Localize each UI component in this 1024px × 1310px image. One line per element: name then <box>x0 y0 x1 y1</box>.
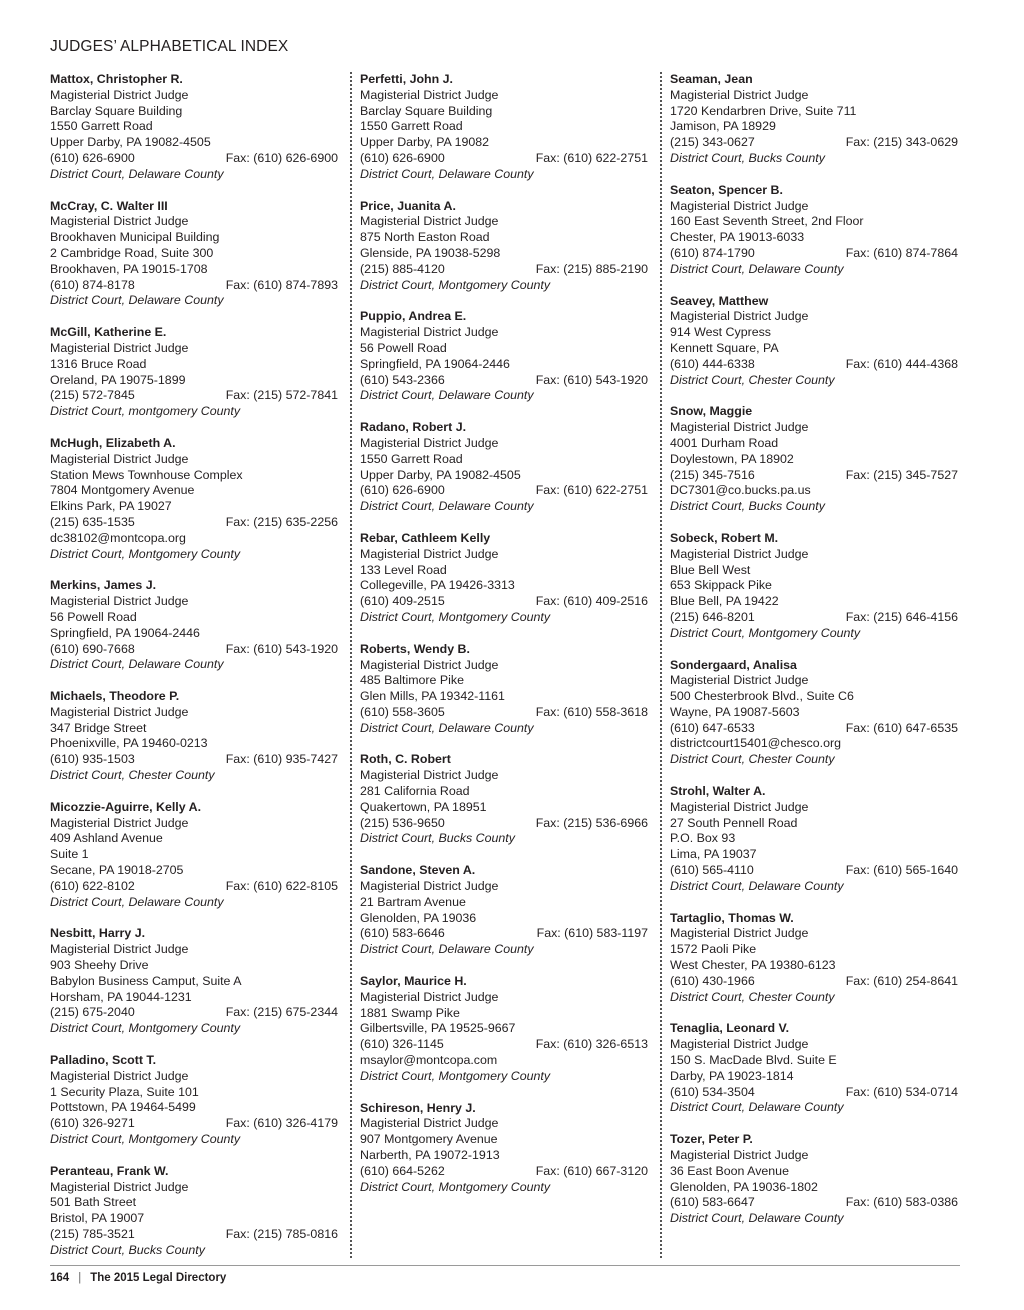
fax-number: Fax: (610) 583-1197 <box>536 926 648 941</box>
address-line: 1881 Swamp Pike <box>360 1005 460 1020</box>
address-line: 133 Level Road <box>360 562 447 577</box>
address-line: 409 Ashland Avenue <box>50 831 163 846</box>
footer-rule <box>50 1265 960 1266</box>
address-line: 281 California Road <box>360 784 470 799</box>
court-name: District Court, Montgomery County <box>50 1132 241 1147</box>
address-line: West Chester, PA 19380-6123 <box>670 958 836 973</box>
phone-number: (610) 444-6338 <box>670 356 755 371</box>
judge-title: Magisterial District Judge <box>50 340 189 355</box>
address-line: 7804 Montgomery Avenue <box>50 483 195 498</box>
address-line: 1 Security Plaza, Suite 101 <box>50 1084 199 1099</box>
fax-number: Fax: (610) 626-6900 <box>225 150 338 165</box>
contact-row <box>50 752 338 768</box>
judge-name: Tozer, Peter P. <box>670 1132 753 1147</box>
court-name: District Court, Chester County <box>670 752 835 767</box>
address-line: Upper Darby, PA 19082 <box>360 135 490 150</box>
address-line: 21 Bartram Avenue <box>360 894 466 909</box>
address-line: Gilbertsville, PA 19525-9667 <box>360 1021 516 1036</box>
court-name: District Court, Delaware County <box>360 166 534 181</box>
fax-number: Fax: (610) 444-4368 <box>845 356 958 371</box>
address-line: Glen Mills, PA 19342-1161 <box>360 689 505 704</box>
address-line: 2 Cambridge Road, Suite 300 <box>50 245 214 260</box>
phone-number: (610) 874-8178 <box>50 277 135 292</box>
address-line: Brookhaven Municipal Building <box>50 230 220 245</box>
judge-entry <box>670 294 958 389</box>
address-line: P.O. Box 93 <box>670 831 736 846</box>
phone-number: (610) 558-3605 <box>360 704 445 719</box>
judge-title: Magisterial District Judge <box>360 1116 499 1131</box>
contact-row <box>360 816 648 832</box>
contact-row <box>50 1005 338 1021</box>
judge-title: Magisterial District Judge <box>670 87 809 102</box>
judge-title: Magisterial District Judge <box>670 198 809 213</box>
judge-entry <box>360 420 648 515</box>
address-line: Wayne, PA 19087-5603 <box>670 704 800 719</box>
address-line: 1720 Kendarbren Drive, Suite 711 <box>670 103 857 118</box>
judge-entry <box>670 404 958 515</box>
phone-number: (215) 785-3521 <box>50 1227 135 1241</box>
judge-entry <box>360 531 648 626</box>
address-line: 27 South Pennell Road <box>670 815 798 830</box>
judge-name: Sondergaard, Analisa <box>670 657 797 672</box>
contact-row <box>360 594 648 610</box>
judge-title: Magisterial District Judge <box>360 325 499 340</box>
address-line: 347 Bridge Street <box>50 720 147 735</box>
court-name: District Court, Delaware County <box>670 1100 844 1115</box>
contact-row <box>670 468 958 484</box>
address-line: 875 North Easton Road <box>360 230 490 245</box>
phone-number: (215) 885-4120 <box>360 261 445 276</box>
address-line: Pottstown, PA 19464-5499 <box>50 1100 196 1115</box>
fax-number: Fax: (610) 583-0386 <box>845 1195 958 1210</box>
fax-number: Fax: (610) 543-1920 <box>225 641 338 656</box>
publication-title: The 2015 Legal Directory <box>90 1272 227 1284</box>
fax-number: Fax: (215) 572-7841 <box>225 388 338 403</box>
address-line: Lima, PA 19037 <box>670 847 757 862</box>
judge-entry <box>360 199 648 294</box>
fax-number: Fax: (610) 558-3618 <box>535 704 648 719</box>
judge-title: Magisterial District Judge <box>360 657 499 672</box>
contact-row <box>50 515 338 531</box>
phone-number: (610) 326-9271 <box>50 1116 135 1131</box>
judge-entry <box>50 1164 338 1259</box>
judge-name: Rebar, Cathleem Kelly <box>360 530 491 545</box>
fax-number: Fax: (610) 254-8641 <box>845 973 958 988</box>
address-line: Barclay Square Building <box>360 103 493 118</box>
judge-name: Saylor, Maurice H. <box>360 974 467 989</box>
address-line: Chester, PA 19013-6033 <box>670 230 805 245</box>
contact-row <box>50 1227 338 1243</box>
judge-name: Merkins, James J. <box>50 578 157 593</box>
court-name: District Court, Montgomery County <box>360 277 551 292</box>
contact-row <box>50 278 338 294</box>
judge-title: Magisterial District Judge <box>670 1148 809 1163</box>
judge-title: Magisterial District Judge <box>360 768 499 783</box>
judge-entry <box>670 72 958 167</box>
email-address: dc38102@montcopa.org <box>50 530 186 545</box>
fax-number: Fax: (215) 885-2190 <box>535 261 648 276</box>
address-line: Horsham, PA 19044-1231 <box>50 989 192 1004</box>
judge-title: Magisterial District Judge <box>50 815 189 830</box>
judge-title: Magisterial District Judge <box>670 926 809 941</box>
address-line: 56 Powell Road <box>360 340 447 355</box>
judge-name: Michaels, Theodore P. <box>50 689 180 704</box>
judge-name: Mattox, Christopher R. <box>50 72 183 86</box>
page-footer <box>50 1272 226 1284</box>
phone-number: (610) 543-2366 <box>360 372 445 387</box>
judge-entry <box>50 800 338 911</box>
email-address: DC7301@co.bucks.pa.us <box>670 483 811 498</box>
contact-row <box>360 483 648 499</box>
phone-number: (610) 690-7668 <box>50 641 135 656</box>
phone-number: (610) 626-6900 <box>50 150 135 165</box>
fax-number: Fax: (610) 534-0714 <box>845 1084 958 1099</box>
judge-entry <box>360 1101 648 1196</box>
contact-row <box>360 926 648 942</box>
judge-entry <box>50 325 338 420</box>
address-line: Glenolden, PA 19036 <box>360 910 477 925</box>
address-line: Springfield, PA 19064-2446 <box>360 356 510 371</box>
judge-name: Micozzie-Aguirre, Kelly A. <box>50 799 202 814</box>
address-line: Upper Darby, PA 19082-4505 <box>360 467 521 482</box>
address-line: 914 West Cypress <box>670 325 772 340</box>
phone-number: (610) 326-1145 <box>360 1037 444 1052</box>
judge-title: Magisterial District Judge <box>50 1068 189 1083</box>
judge-name: Peranteau, Frank W. <box>50 1163 169 1178</box>
judge-entry <box>50 578 338 673</box>
judge-name: Price, Juanita A. <box>360 198 456 213</box>
court-name: District Court, Montgomery County <box>360 609 551 624</box>
fax-number: Fax: (610) 622-2751 <box>535 483 648 498</box>
address-line: Barclay Square Building <box>50 103 183 118</box>
contact-row <box>50 388 338 404</box>
phone-number: (610) 626-6900 <box>360 483 445 498</box>
judge-entry <box>360 72 648 183</box>
page-number: 164 <box>50 1272 70 1284</box>
judge-name: McHugh, Elizabeth A. <box>50 435 176 450</box>
court-name: District Court, Delaware County <box>50 657 224 672</box>
email-address: msaylor@montcopa.com <box>360 1053 498 1068</box>
address-line: Glenside, PA 19038-5298 <box>360 245 501 260</box>
judge-entry <box>50 689 338 784</box>
address-line: Darby, PA 19023-1814 <box>670 1068 794 1083</box>
address-line: 500 Chesterbrook Blvd., Suite C6 <box>670 689 854 704</box>
address-line: 56 Powell Road <box>50 609 137 624</box>
fax-number: Fax: (610) 326-4179 <box>225 1116 338 1131</box>
address-line: Bristol, PA 19007 <box>50 1211 145 1226</box>
address-line: Narberth, PA 19072-1913 <box>360 1148 500 1163</box>
judge-title: Magisterial District Judge <box>50 214 189 229</box>
phone-number: (610) 622-8102 <box>50 878 135 893</box>
judge-name: Snow, Maggie <box>670 404 753 419</box>
judge-name: Sobeck, Robert M. <box>670 530 779 545</box>
column-3 <box>670 72 958 1258</box>
contact-row <box>670 863 958 879</box>
address-line: Upper Darby, PA 19082-4505 <box>50 135 211 150</box>
fax-number: Fax: (215) 675-2344 <box>225 1005 338 1020</box>
address-line: 1550 Garrett Road <box>360 451 463 466</box>
judge-title: Magisterial District Judge <box>670 309 809 324</box>
contact-row <box>670 1195 958 1211</box>
fax-number: Fax: (610) 326-6513 <box>535 1037 648 1052</box>
contact-row <box>670 721 958 737</box>
address-line: Babylon Business Camput, Suite A <box>50 973 242 988</box>
address-line: Phoenixville, PA 19460-0213 <box>50 736 208 751</box>
fax-number: Fax: (610) 935-7427 <box>225 752 338 767</box>
address-line: Suite 1 <box>50 847 89 862</box>
phone-number: (610) 583-6647 <box>670 1195 755 1210</box>
court-name: District Court, Delaware County <box>360 720 534 735</box>
court-name: District Court, Delaware County <box>360 499 534 514</box>
address-line: Elkins Park, PA 19027 <box>50 499 172 514</box>
judge-title: Magisterial District Judge <box>670 673 809 688</box>
judge-name: Perfetti, John J. <box>360 72 453 86</box>
contact-row <box>360 1164 648 1180</box>
court-name: District Court, Montgomery County <box>360 1068 551 1083</box>
address-line: 653 Skippack Pike <box>670 578 772 593</box>
address-line: 485 Baltimore Pike <box>360 673 464 688</box>
contact-row <box>360 262 648 278</box>
contact-row <box>670 135 958 151</box>
court-name: District Court, Bucks County <box>50 1242 205 1257</box>
phone-number: (610) 409-2515 <box>360 594 445 609</box>
judge-title: Magisterial District Judge <box>670 799 809 814</box>
judge-name: Sandone, Steven A. <box>360 863 476 878</box>
address-line: 150 S. MacDade Blvd. Suite E <box>670 1053 837 1068</box>
fax-number: Fax: (610) 874-7893 <box>225 277 338 292</box>
judge-entry <box>360 863 648 958</box>
judge-title: Magisterial District Judge <box>50 942 189 957</box>
address-line: 907 Montgomery Avenue <box>360 1132 498 1147</box>
contact-row <box>360 151 648 167</box>
judge-name: Puppio, Andrea E. <box>360 309 467 324</box>
address-line: Blue Bell West <box>670 562 751 577</box>
judge-name: Seaman, Jean <box>670 72 753 86</box>
contact-row <box>50 151 338 167</box>
judge-entry <box>50 436 338 562</box>
phone-number: (215) 646-8201 <box>670 609 755 624</box>
court-name: District Court, Bucks County <box>360 831 515 846</box>
judge-name: Palladino, Scott T. <box>50 1053 157 1068</box>
judge-entry <box>670 658 958 769</box>
fax-number: Fax: (610) 647-6535 <box>845 720 958 735</box>
judge-name: Roberts, Wendy B. <box>360 641 470 656</box>
judge-entry <box>670 183 958 278</box>
court-name: District Court, Chester County <box>670 989 835 1004</box>
judge-name: Tenaglia, Leonard V. <box>670 1021 790 1036</box>
phone-number: (215) 635-1535 <box>50 514 135 529</box>
judge-entry <box>50 72 338 183</box>
contact-row <box>360 705 648 721</box>
phone-number: (610) 430-1966 <box>670 973 755 988</box>
address-line: 903 Sheehy Drive <box>50 958 149 973</box>
court-name: District Court, Delaware County <box>50 293 224 308</box>
judge-entry <box>670 1132 958 1227</box>
judge-entry <box>360 309 648 404</box>
judge-name: Schireson, Henry J. <box>360 1100 476 1115</box>
fax-number: Fax: (215) 536-6966 <box>535 815 648 830</box>
address-line: Doylestown, PA 18902 <box>670 451 794 466</box>
address-line: Blue Bell, PA 19422 <box>670 594 779 609</box>
contact-row <box>670 246 958 262</box>
contact-row <box>670 1085 958 1101</box>
judge-name: Tartaglio, Thomas W. <box>670 910 794 925</box>
fax-number: Fax: (610) 874-7864 <box>845 245 958 260</box>
judge-name: Radano, Robert J. <box>360 420 467 435</box>
court-name: District Court, Bucks County <box>670 150 825 165</box>
judge-title: Magisterial District Judge <box>360 214 499 229</box>
judge-title: Magisterial District Judge <box>360 879 499 894</box>
address-line: 160 East Seventh Street, 2nd Floor <box>670 214 864 229</box>
judge-title: Magisterial District Judge <box>50 1179 189 1194</box>
judge-entry <box>670 531 958 642</box>
judge-name: Seavey, Matthew <box>670 293 769 308</box>
column-1 <box>50 72 338 1258</box>
column-divider <box>660 72 662 1258</box>
fax-number: Fax: (215) 635-2256 <box>225 514 338 529</box>
judge-title: Magisterial District Judge <box>50 87 189 102</box>
contact-row <box>50 879 338 895</box>
court-name: District Court, Montgomery County <box>50 546 241 561</box>
judge-name: McGill, Katherine E. <box>50 325 167 340</box>
judges-index <box>50 72 958 1258</box>
judge-name: McCray, C. Walter III <box>50 198 168 213</box>
court-name: District Court, Montgomery County <box>670 625 861 640</box>
address-line: Collegeville, PA 19426-3313 <box>360 578 515 593</box>
fax-number: Fax: (610) 667-3120 <box>535 1163 648 1178</box>
address-line: Brookhaven, PA 19015-1708 <box>50 261 208 276</box>
contact-row <box>670 610 958 626</box>
phone-number: (215) 345-7516 <box>670 467 755 482</box>
address-line: 1316 Bruce Road <box>50 356 147 371</box>
judge-entry <box>360 752 648 847</box>
judge-title: Magisterial District Judge <box>50 451 189 466</box>
judge-title: Magisterial District Judge <box>360 87 499 102</box>
judge-entry <box>50 1053 338 1148</box>
fax-number: Fax: (610) 565-1640 <box>845 863 958 878</box>
email-address: districtcourt15401@chesco.org <box>670 736 841 751</box>
address-line: Jamison, PA 18929 <box>670 119 776 134</box>
address-line: 36 East Boon Avenue <box>670 1163 789 1178</box>
judge-entry <box>360 974 648 1085</box>
judge-entry <box>50 926 338 1037</box>
fax-number: Fax: (610) 409-2516 <box>535 594 648 609</box>
phone-number: (215) 675-2040 <box>50 1005 135 1020</box>
judge-title: Magisterial District Judge <box>360 435 499 450</box>
address-line: Springfield, PA 19064-2446 <box>50 625 200 640</box>
court-name: District Court, Montgomery County <box>50 1021 241 1036</box>
court-name: District Court, Chester County <box>50 768 215 783</box>
judge-entry <box>670 784 958 895</box>
address-line: Station Mews Townhouse Complex <box>50 467 243 482</box>
judge-name: Nesbitt, Harry J. <box>50 926 146 941</box>
phone-number: (610) 874-1790 <box>670 245 755 260</box>
court-name: District Court, Delaware County <box>50 166 224 181</box>
judge-title: Magisterial District Judge <box>360 546 499 561</box>
judge-entry <box>670 911 958 1006</box>
contact-row <box>50 642 338 658</box>
court-name: District Court, Montgomery County <box>360 1179 551 1194</box>
judge-title: Magisterial District Judge <box>50 594 189 609</box>
judge-title: Magisterial District Judge <box>50 704 189 719</box>
contact-row <box>50 1116 338 1132</box>
contact-row <box>360 1037 648 1053</box>
contact-row <box>670 357 958 373</box>
phone-number: (610) 565-4110 <box>670 863 754 878</box>
address-line: Kennett Square, PA <box>670 340 779 355</box>
column-divider <box>350 72 352 1258</box>
phone-number: (610) 647-6533 <box>670 720 755 735</box>
judge-name: Seaton, Spencer B. <box>670 182 783 197</box>
court-name: District Court, Delaware County <box>50 894 224 909</box>
judge-title: Magisterial District Judge <box>670 420 809 435</box>
court-name: District Court, Bucks County <box>670 499 825 514</box>
fax-number: Fax: (610) 622-8105 <box>225 878 338 893</box>
address-line: Glenolden, PA 19036-1802 <box>670 1179 818 1194</box>
address-line: 4001 Durham Road <box>670 435 779 450</box>
court-name: District Court, Delaware County <box>670 261 844 276</box>
judge-title: Magisterial District Judge <box>670 1037 809 1052</box>
address-line: Quakertown, PA 18951 <box>360 799 487 814</box>
judge-title: Magisterial District Judge <box>670 546 809 561</box>
phone-number: (215) 343-0627 <box>670 135 755 150</box>
court-name: District Court, Chester County <box>670 372 835 387</box>
judge-entry <box>50 199 338 310</box>
footer-separator: | <box>78 1272 82 1284</box>
address-line: 1550 Garrett Road <box>50 119 153 134</box>
phone-number: (610) 664-5262 <box>360 1163 445 1178</box>
judge-title: Magisterial District Judge <box>360 989 499 1004</box>
fax-number: Fax: (610) 543-1920 <box>535 372 648 387</box>
court-name: District Court, Delaware County <box>360 942 534 957</box>
judge-entry <box>360 642 648 737</box>
court-name: District Court, Delaware County <box>670 878 844 893</box>
phone-number: (215) 536-9650 <box>360 815 445 830</box>
fax-number: Fax: (215) 343-0629 <box>845 135 958 150</box>
phone-number: (610) 583-6646 <box>360 926 445 941</box>
judge-name: Roth, C. Robert <box>360 752 451 767</box>
fax-number: Fax: (215) 345-7527 <box>845 467 958 482</box>
column-2 <box>360 72 648 1258</box>
judge-name: Strohl, Walter A. <box>670 784 766 799</box>
contact-row <box>360 373 648 389</box>
address-line: Oreland, PA 19075-1899 <box>50 372 186 387</box>
phone-number: (215) 572-7845 <box>50 388 135 403</box>
court-name: District Court, Delaware County <box>360 388 534 403</box>
phone-number: (610) 626-6900 <box>360 150 445 165</box>
contact-row <box>670 974 958 990</box>
page-title: JUDGES’ ALPHABETICAL INDEX <box>50 38 289 55</box>
fax-number: Fax: (215) 785-0816 <box>225 1227 338 1241</box>
address-line: 1550 Garrett Road <box>360 119 463 134</box>
phone-number: (610) 534-3504 <box>670 1084 755 1099</box>
fax-number: Fax: (215) 646-4156 <box>845 609 958 624</box>
judge-entry <box>670 1021 958 1116</box>
fax-number: Fax: (610) 622-2751 <box>535 150 648 165</box>
court-name: District Court, Delaware County <box>670 1211 844 1226</box>
address-line: 501 Bath Street <box>50 1195 137 1210</box>
court-name: District Court, montgomery County <box>50 404 241 419</box>
phone-number: (610) 935-1503 <box>50 752 135 767</box>
address-line: Secane, PA 19018-2705 <box>50 863 184 878</box>
address-line: 1572 Paoli Pike <box>670 942 757 957</box>
